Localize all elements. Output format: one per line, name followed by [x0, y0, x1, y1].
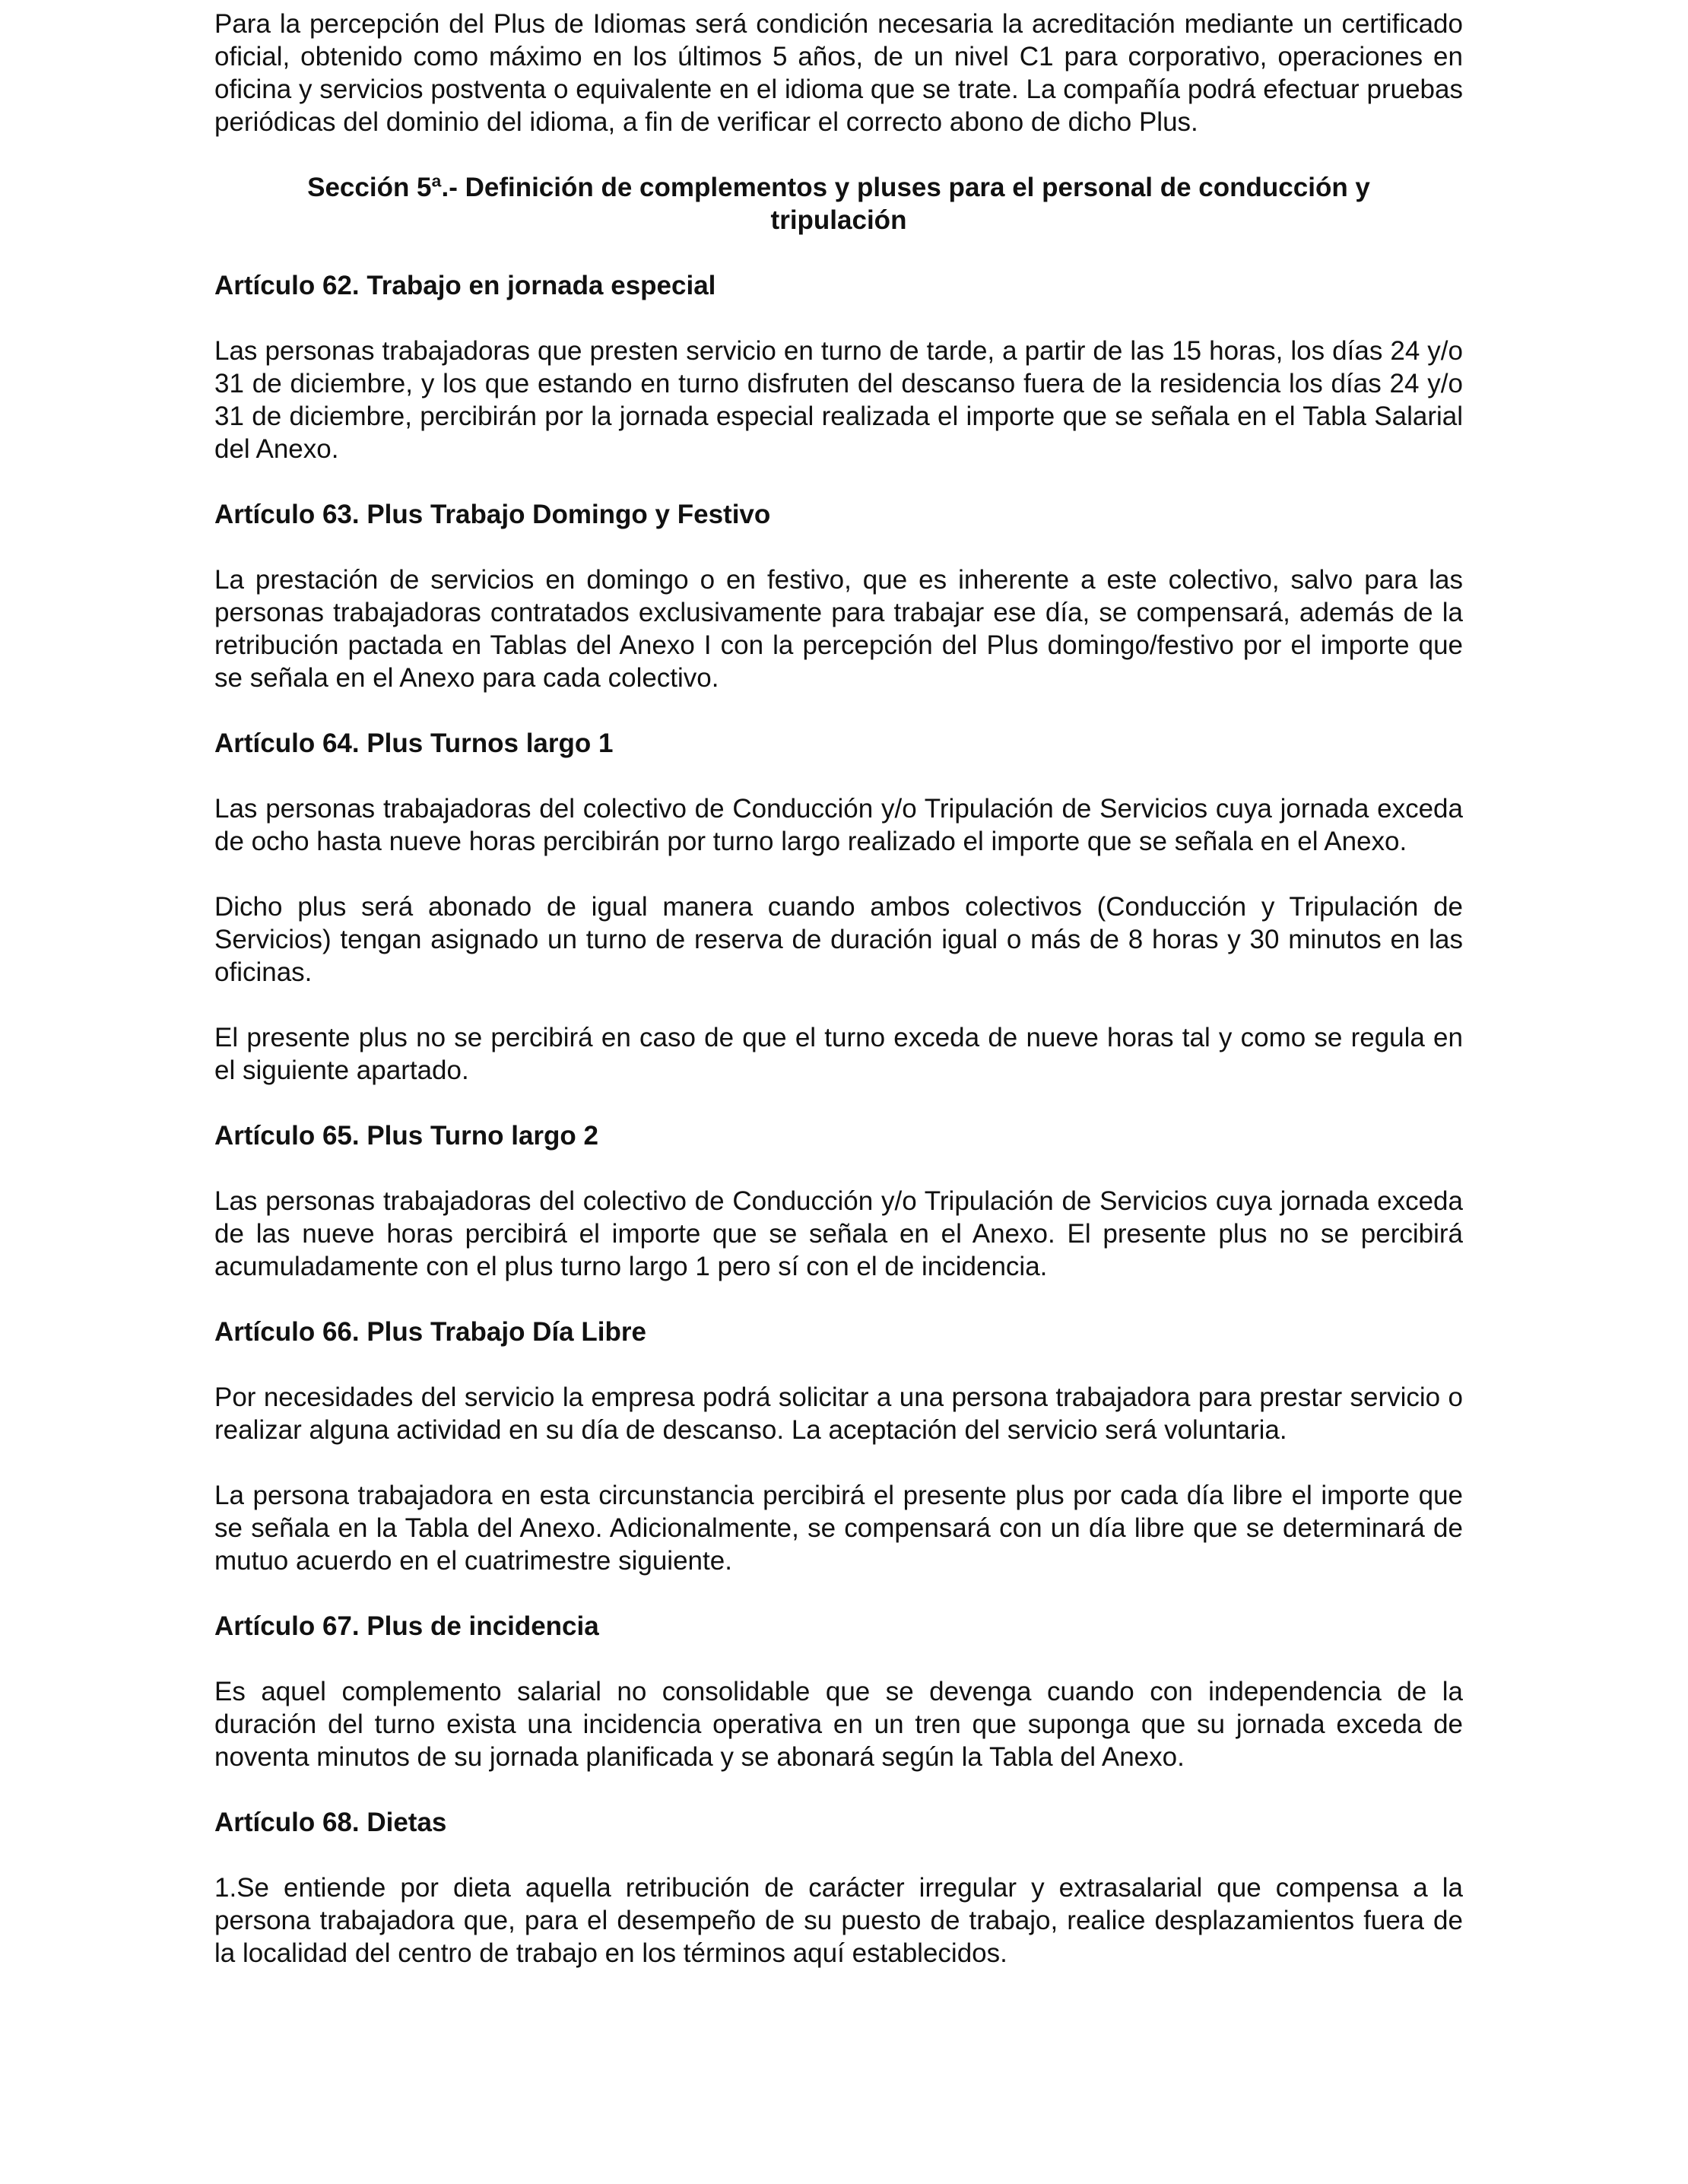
intro-paragraph: Para la percepción del Plus de Idiomas será condición necesaria la acreditación mediante un certificado oficial, obtenido como máximo en los últimos 5 años, de un nivel C1 para corporativo, operaciones en oficina y servicios postventa o equivalente en el idioma que se trate. La compañía podrá efectuar pruebas periódicas del dominio del idioma, a fin de verificar el correcto abono de dicho Plus. [214, 9, 1463, 137]
article-62 [214, 269, 1463, 465]
article-paragraph: Las personas trabajadoras del colectivo de Conducción y/o Tripulación de Servicios cuya jornada exceda de ocho hasta nueve horas percibirán por turno largo realizado el importe que se señala en el Anexo. [214, 794, 1463, 856]
section-title: Sección 5ª.- Definición de complementos y pluses para el personal de conducción y tripulación [307, 173, 1370, 235]
article-heading: Artículo 64. Plus Turnos largo 1 [214, 729, 614, 758]
article-63 [214, 498, 1463, 694]
article-68 [214, 1806, 1463, 1970]
article-heading: Artículo 66. Plus Trabajo Día Libre [214, 1317, 646, 1347]
article-paragraph: El presente plus no se percibirá en caso de que el turno exceda de nueve horas tal y como se regula en el siguiente apartado. [214, 1023, 1463, 1085]
article-paragraph: La persona trabajadora en esta circunstancia percibirá el presente plus por cada día libre el importe que se señala en la Tabla del Anexo. Adicionalmente, se compensará con un día libre que se determinará de mutuo acuerdo en el cuatrimestre siguiente. [214, 1481, 1463, 1576]
article-paragraph: Dicho plus será abonado de igual manera cuando ambos colectivos (Conducción y Tripulación de Servicios) tengan asignado un turno de reserva de duración igual o más de 8 horas y 30 minutos en las oficinas. [214, 892, 1463, 987]
article-66 [214, 1316, 1463, 1577]
article-paragraph: Las personas trabajadoras que presten servicio en turno de tarde, a partir de las 15 horas, los días 24 y/o 31 de diciembre, y los que estando en turno disfruten del descanso fuera de la residencia los días 24 y/o 31 de diciembre, percibirán por la jornada especial realizada el importe que se señala en el Tabla Salarial del Anexo. [214, 336, 1463, 464]
article-heading: Artículo 68. Dietas [214, 1808, 447, 1837]
article-65 [214, 1119, 1463, 1283]
article-paragraph: Por necesidades del servicio la empresa podrá solicitar a una persona trabajadora para prestar servicio o realizar alguna actividad en su día de descanso. La aceptación del servicio será voluntaria. [214, 1382, 1463, 1445]
article-67 [214, 1610, 1463, 1773]
document-page [214, 8, 1463, 2002]
article-64 [214, 727, 1463, 1087]
article-heading: Artículo 65. Plus Turno largo 2 [214, 1121, 598, 1151]
article-heading: Artículo 63. Plus Trabajo Domingo y Festivo [214, 500, 771, 529]
article-paragraph: Las personas trabajadoras del colectivo de Conducción y/o Tripulación de Servicios cuya jornada exceda de las nueve horas percibirá el importe que se señala en el Anexo. El presente plus no se percibirá acumuladamente con el plus turno largo 1 pero sí con el de incidencia. [214, 1186, 1463, 1281]
article-paragraph: Es aquel complemento salarial no consolidable que se devenga cuando con independencia de la duración del turno exista una incidencia operativa en un tren que suponga que su jornada exceda de noventa minutos de su jornada planificada y se abonará según la Tabla del Anexo. [214, 1677, 1463, 1772]
article-paragraph: La prestación de servicios en domingo o en festivo, que es inherente a este colectivo, salvo para las personas trabajadoras contratados exclusivamente para trabajar ese día, se compensará, además de la retribución pactada en Tablas del Anexo I con la percepción del Plus domingo/festivo por el importe que se señala en el Anexo para cada colectivo. [214, 565, 1463, 693]
article-heading: Artículo 67. Plus de incidencia [214, 1611, 599, 1641]
article-paragraph: 1.Se entiende por dieta aquella retribución de carácter irregular y extrasalarial que compensa a la persona trabajadora que, para el desempeño de su puesto de trabajo, realice desplazamientos fuera de la localidad del centro de trabajo en los términos aquí establecidos. [214, 1873, 1463, 1968]
article-heading: Artículo 62. Trabajo en jornada especial [214, 271, 716, 300]
